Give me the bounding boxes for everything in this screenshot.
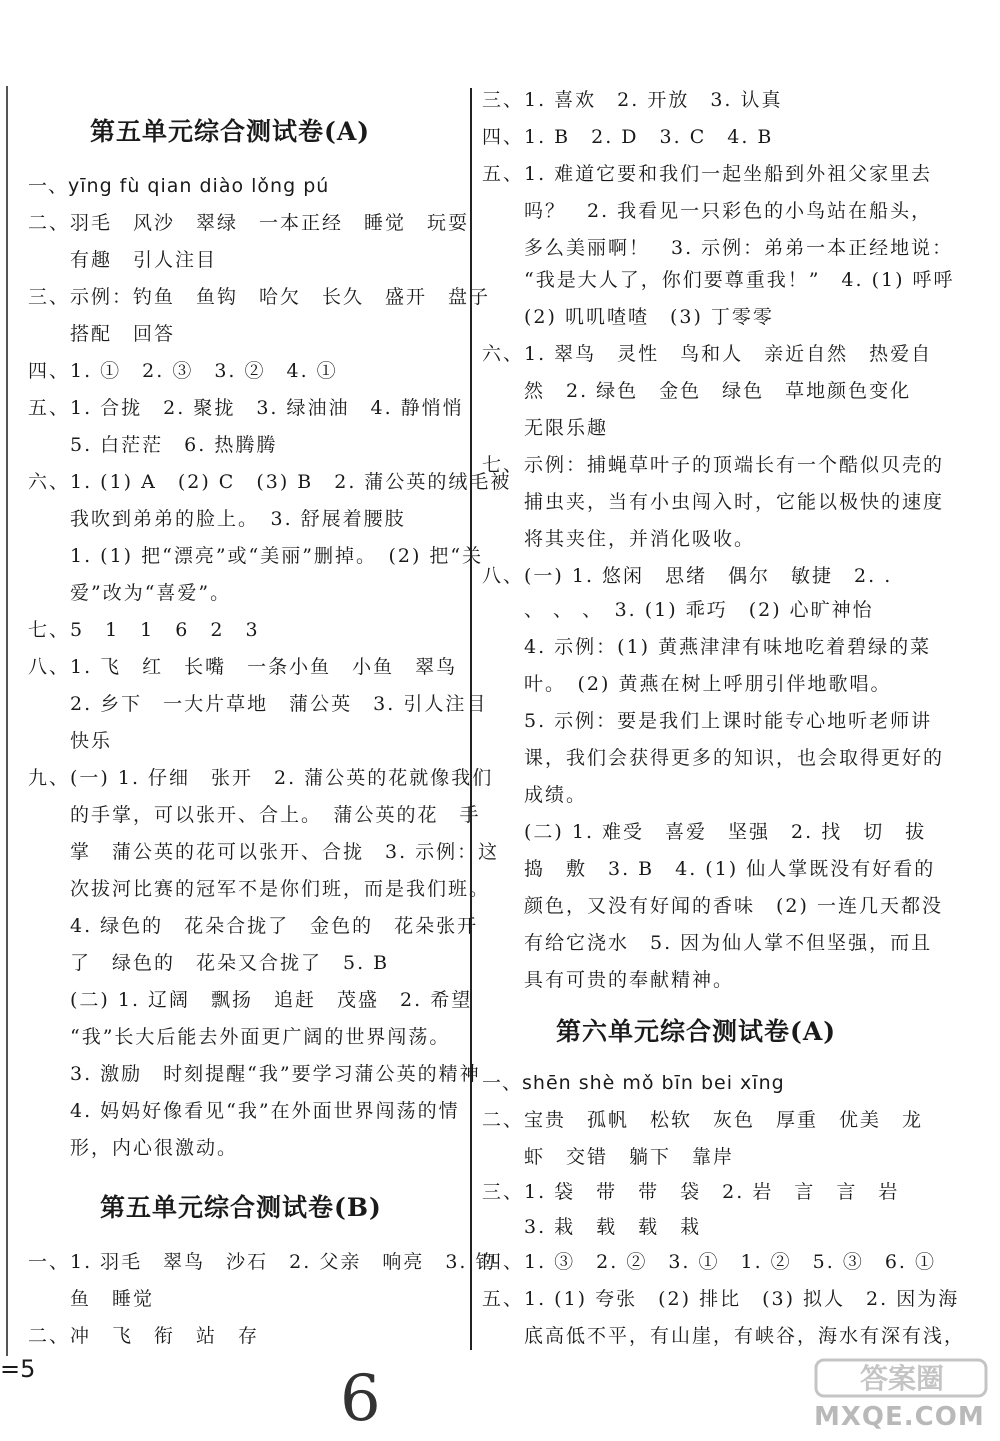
answer-line: 鱼 睡觉 (28, 1288, 155, 1310)
answer-line: 五、1. (1) 夸张 (2) 排比 (3) 拟人 2. 因为海 (482, 1288, 960, 1310)
answer-line: (二) 1. 辽阔 飘扬 追赶 茂盛 2. 希望 (28, 989, 473, 1011)
answer-line: 五、1. 难道它要和我们一起坐船到外祖父家里去 (482, 163, 933, 185)
page-edge-line (6, 86, 8, 1356)
answer-line: 三、示例：钓鱼 鱼钩 哈欠 长久 盛开 盘子 (28, 286, 491, 308)
watermark-url: MXQE.COM (814, 1402, 985, 1432)
answer-line: 次拔河比赛的冠军不是你们班，而是我们班。 (28, 878, 491, 900)
answer-line: 1. (1) 把“漂亮”或“美丽”删掉。 (2) 把“关 (28, 545, 484, 567)
watermark-logo-icon (814, 1356, 989, 1400)
unit5-test-b-title: 第五单元综合测试卷(B) (100, 1193, 382, 1222)
column-divider (470, 88, 472, 1350)
answer-line: 4. 妈妈好像看见“我”在外面世界闯荡的情 (28, 1100, 460, 1122)
answer-line: 我吹到弟弟的脸上。 3. 舒展着腰肢 (28, 508, 406, 530)
answer-line: 爱”改为“喜爱”。 (28, 582, 232, 604)
answer-line: 二、宝贵 孤帆 松软 灰色 厚重 优美 龙 (482, 1109, 924, 1131)
answer-line: 成绩。 (482, 784, 588, 806)
answer-line: (2) 叽叽喳喳 (3) 丁零零 (482, 306, 774, 328)
answer-line: 4. 示例：(1) 黄燕津津有味地吃着碧绿的菜 (482, 636, 932, 658)
unit6-test-a-title: 第六单元综合测试卷(A) (556, 1017, 837, 1046)
answer-line: 无限乐趣 (482, 417, 609, 439)
unit5-test-a-title: 第五单元综合测试卷(A) (90, 117, 371, 146)
watermark-logo-text: 答案圈 (859, 1362, 945, 1395)
answer-line: 四、1. ① 2. ③ 3. ② 4. ① (28, 360, 338, 382)
answer-line: 5. 示例：要是我们上课时能专心地听老师讲 (482, 710, 933, 732)
answer-line: 七、5 1 1 6 2 3 (28, 619, 260, 641)
answer-line: 叶。 (2) 黄燕在树上呼朋引伴地歌唱。 (482, 673, 892, 695)
answer-line: 五、1. 合拢 2. 聚拢 3. 绿油油 4. 静悄悄 (28, 397, 464, 419)
answer-line: 二、冲 飞 衔 站 存 (28, 1325, 260, 1347)
answer-line: 一、yīng fù qian diào lǒng pú (28, 175, 330, 197)
answer-line: 搭配 回答 (28, 323, 176, 345)
answer-line: 虾 交错 躺下 靠岸 (482, 1146, 735, 1168)
answer-line: 4. 绿色的 花朵合拢了 金色的 花朵张开 (28, 915, 479, 937)
answer-line: 颜色，又没有好闻的香味 (2) 一连几天都没 (482, 895, 943, 917)
page-number: =5 (0, 1355, 36, 1383)
answer-line: 八、1. 飞 红 长嘴 一条小鱼 小鱼 翠鸟 (28, 656, 458, 678)
answer-line: 八、(一) 1. 悠闲 思绪 偶尔 敏捷 2. . (482, 565, 893, 587)
answer-line: 六、1. (1) A (2) C (3) B 2. 蒲公英的绒毛被 (28, 471, 512, 493)
answer-line: 多么美丽啊！ 3. 示例：弟弟一本正经地说： (482, 237, 954, 259)
answer-line: 、 、 、 3. (1) 乖巧 (2) 心旷神怡 (482, 599, 874, 621)
answer-line: 底高低不平，有山崖，有峡谷，海水有深有浅， (482, 1325, 966, 1347)
answer-line: 3. 栽 载 载 栽 (482, 1216, 702, 1238)
answer-line: 具有可贵的奉献精神。 (482, 969, 735, 991)
answer-line: 了 绿色的 花朵又合拢了 5. B (28, 952, 390, 974)
answer-line: 一、shēn shè mǒ bīn bei xīng (482, 1072, 785, 1094)
answer-line: 一、1. 羽毛 翠鸟 沙石 2. 父亲 响亮 3. 钓 (28, 1251, 497, 1273)
answer-line: 捣 敷 3. B 4. (1) 仙人掌既没有好看的 (482, 858, 936, 880)
answer-line: 形，内心很激动。 (28, 1137, 239, 1159)
answer-line: 三、1. 喜欢 2. 开放 3. 认真 (482, 89, 783, 111)
answer-line: (二) 1. 难受 喜爱 坚强 2. 找 切 拔 (482, 821, 927, 843)
answer-line: 捕虫夹，当有小虫闯入时，它能以极快的速度 (482, 491, 945, 513)
answer-line: 四、1. B 2. D 3. C 4. B (482, 126, 774, 148)
answer-line: 三、1. 袋 带 带 袋 2. 岩 言 言 岩 (482, 1181, 900, 1203)
answer-line: 5. 白茫茫 6. 热腾腾 (28, 434, 278, 456)
answer-line: 六、1. 翠鸟 灵性 鸟和人 亲近自然 热爱自 (482, 343, 933, 365)
answer-line: 然 2. 绿色 金色 绿色 草地颜色变化 (482, 380, 912, 402)
answer-line: 将其夹住，并消化吸收。 (482, 528, 756, 550)
answer-line: 七、示例：捕蝇草叶子的顶端长有一个酷似贝壳的 (482, 454, 945, 476)
answer-line: 有给它浇水 5. 因为仙人掌不但坚强，而且 (482, 932, 933, 954)
answer-line: “我”长大后能去外面更广阔的世界闯荡。 (28, 1026, 451, 1048)
answer-line: 3. 激励 时刻提醒“我”要学习蒲公英的精神 (28, 1063, 481, 1085)
answer-line: 的手掌，可以张开、合上。 蒲公英的花 手 (28, 804, 481, 826)
handwritten-mark: 6 (340, 1362, 381, 1436)
answer-line: 快乐 (28, 730, 113, 752)
answer-line: 掌 蒲公英的花可以张开、合拢 3. 示例：这 (28, 841, 500, 863)
answer-line: 吗？ 2. 我看见一只彩色的小鸟站在船头， (482, 200, 933, 222)
answer-line: 课，我们会获得更多的知识，也会取得更好的 (482, 747, 945, 769)
answer-line: 二、羽毛 风沙 翠绿 一本正经 睡觉 玩耍 (28, 212, 470, 234)
answer-line: “我是大人了，你们要尊重我！” 4. (1) 呼呼 (482, 269, 955, 291)
answer-line: 有趣 引人注目 (28, 249, 218, 271)
answer-line: 2. 乡下 一大片草地 蒲公英 3. 引人注目 (28, 693, 488, 715)
watermark (808, 1356, 993, 1438)
answer-line: 四、1. ③ 2. ② 3. ① 1. ② 5. ③ 6. ① (482, 1251, 937, 1273)
answer-line: 九、(一) 1. 仔细 张开 2. 蒲公英的花就像我们 (28, 767, 494, 789)
